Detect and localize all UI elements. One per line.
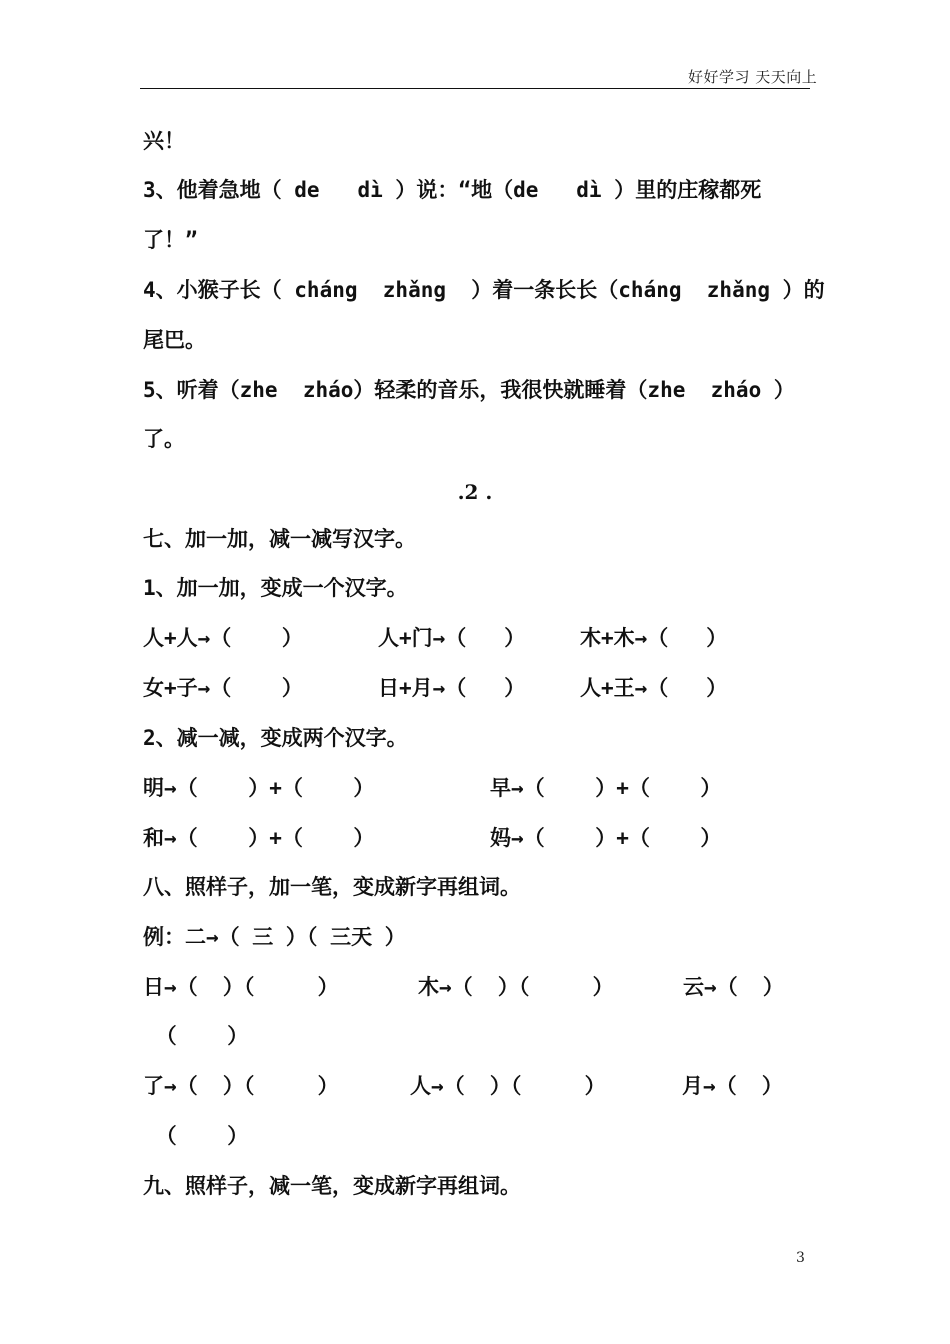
text-line: 了！” bbox=[143, 228, 198, 252]
exercise-item: 日→（ ）（ ） bbox=[143, 975, 339, 999]
exercise-item: 云→（ ） bbox=[683, 975, 784, 999]
exercise-item: 明→（ ）+（ ） bbox=[143, 776, 375, 800]
text-line: 了。 bbox=[143, 427, 185, 451]
text-line: 5、听着（zhe zháo）轻柔的音乐，我很快就睡着（zhe zháo ） bbox=[143, 378, 795, 402]
section-marker: .2 . bbox=[457, 480, 493, 504]
exercise-item: 早→（ ）+（ ） bbox=[490, 776, 722, 800]
text-line: （ ） bbox=[143, 1124, 249, 1148]
example-line: 例：二→（ 三 ）（ 三天 ） bbox=[143, 925, 406, 949]
exercise-item: 人→（ ）（ ） bbox=[410, 1074, 606, 1098]
question-line: 2、减一减，变成两个汉字。 bbox=[143, 726, 408, 750]
exercise-item: 妈→（ ）+（ ） bbox=[490, 826, 722, 850]
exercise-item: 和→（ ）+（ ） bbox=[143, 826, 375, 850]
text-line: 4、小猴子长（ cháng zhǎng ）着一条长长（cháng zhǎng ）的 bbox=[143, 278, 825, 302]
text-line: 3、他着急地（ de dì ）说：“地（de dì ）里的庄稼都死 bbox=[143, 178, 762, 202]
exercise-item: 月→（ ） bbox=[682, 1074, 783, 1098]
page-number: 3 bbox=[796, 1250, 805, 1266]
exercise-item: 人+人→（ ） bbox=[143, 626, 303, 650]
exercise-item: 女+子→（ ） bbox=[143, 676, 303, 700]
exercise-item: 木→（ ）（ ） bbox=[418, 975, 614, 999]
text-line: （ ） bbox=[143, 1024, 249, 1048]
exercise-item: 了→（ ）（ ） bbox=[143, 1074, 339, 1098]
exercise-item: 日+月→（ ） bbox=[378, 676, 526, 700]
question-line: 1、加一加，变成一个汉字。 bbox=[143, 576, 408, 600]
exercise-item: 人+门→（ ） bbox=[378, 626, 526, 650]
exercise-item: 人+王→（ ） bbox=[580, 676, 728, 700]
section-heading: 八、照样子，加一笔，变成新字再组词。 bbox=[143, 875, 521, 899]
section-heading: 七、加一加，减一减写汉字。 bbox=[143, 527, 416, 551]
exercise-item: 木+木→（ ） bbox=[580, 626, 728, 650]
header-rule bbox=[140, 88, 810, 89]
page-header: 好好学习 天天向上 bbox=[688, 68, 818, 86]
section-heading: 九、照样子，减一笔，变成新字再组词。 bbox=[143, 1174, 521, 1198]
text-line: 兴！ bbox=[143, 129, 185, 153]
text-line: 尾巴。 bbox=[143, 328, 206, 352]
